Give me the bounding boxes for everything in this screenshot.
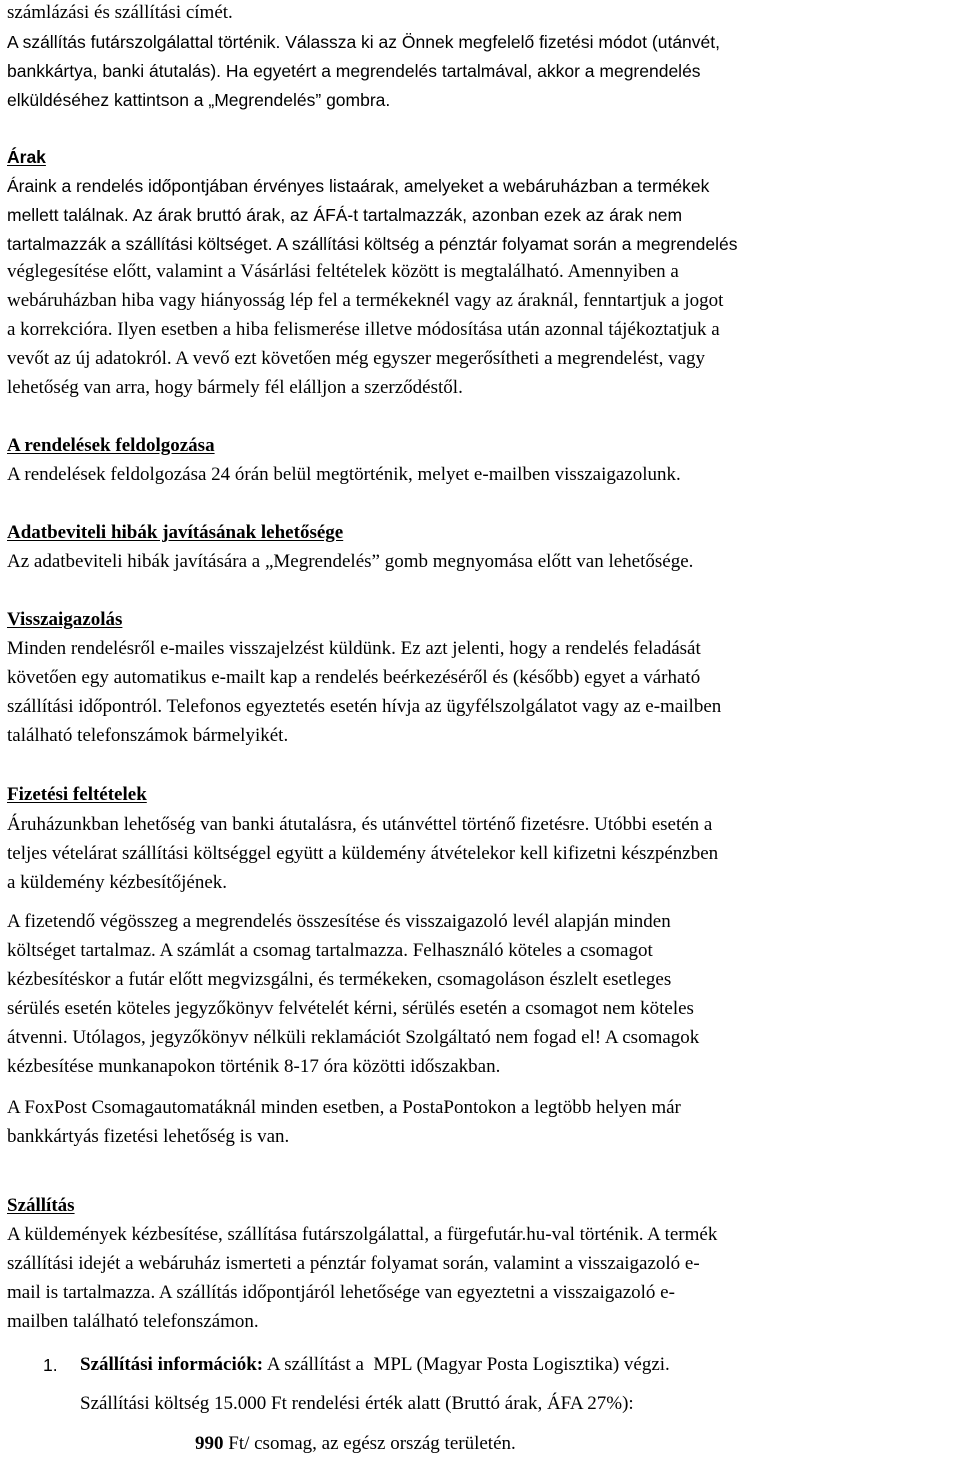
paragraph-line: költséget tartalmaz. A számlát a csomag tartalmazza. Felhasználó köteles a csomagot [7,940,653,961]
list-number: 1. [43,1355,58,1375]
paragraph-line: Minden rendelésről e-mailes visszajelzést küldünk. Ez azt jelenti, hogy a rendelés feladását [7,638,701,659]
paragraph-line: mail is tartalmazza. A szállítás időpontjáról lehetősége van egyeztetni a visszaigazoló e- [7,1282,675,1303]
paragraph-line: mailben található telefonszámon. [7,1311,259,1332]
intro-line: számlázási és szállítási címét. [7,2,233,23]
shipping-info-line [80,1353,670,1377]
shipping-price-line [195,1432,516,1456]
section-heading-arak: Árak [7,147,46,167]
paragraph-line: bankkártyás fizetési lehetőség is van. [7,1126,290,1147]
paragraph-line: teljes vételárat szállítási költséggel együtt a küldemény átvételekor kell kifizetni készpénzben [7,843,719,864]
section-heading-szallitas: Szállítás [7,1195,75,1216]
shipping-price-amount: 990 [195,1433,224,1454]
paragraph-line: mellett találnak. Az árak bruttó árak, az ÁFÁ-t tartalmazzák, azonban ezek az árak nem [7,205,683,225]
shipping-price-text: Ft/ csomag, az egész ország területén. [223,1433,516,1454]
shipping-info-label: Szállítási információk: [80,1354,264,1375]
section-heading-visszaigazolas: Visszaigazolás [7,609,123,630]
paragraph-line: szállítási idejét a webáruház ismerteti a pénztár folyamat során, valamint a visszaigazoló e- [7,1253,700,1274]
paragraph-line: A FoxPost Csomagautomatáknál minden esetben, a PostaPontokon a legtöbb helyen már [7,1097,681,1118]
paragraph-line: szállítási időpontról. Telefonos egyeztetés esetén hívja az ügyfélszolgálatot vagy az e-mailben [7,696,722,717]
paragraph-line: vevőt az új adatokról. A vevő ezt követően még egyszer megerősítheti a megrendelést, vagy [7,348,706,369]
paragraph-line: A küldemények kézbesítése, szállítása futárszolgálattal, a fürgefutár.hu-val történik. A termék [7,1224,718,1245]
paragraph-line: A fizetendő végösszeg a megrendelés összesítése és visszaigazoló levél alapján minden [7,911,671,932]
paragraph-line: Áraink a rendelés időpontjában érvényes listaárak, amelyeket a webáruházban a termékek [7,176,710,196]
paragraph-line: követően egy automatikus e-mailt kap a rendelés beérkezéséről és (később) egyet a várható [7,667,701,688]
paragraph-line: webáruházban hiba vagy hiányosság lép fel a termékeknél vagy az áraknál, fenntartjuk a jogot [7,290,724,311]
paragraph-line: tartalmazzák a szállítási költséget. A szállítási költség a pénztár folyamat során a megrendelés [7,234,738,254]
paragraph-line: A rendelések feldolgozása 24 órán belül megtörténik, melyet e-mailben visszaigazolunk. [7,464,681,485]
section-heading-adatbeviteli: Adatbeviteli hibák javításának lehetősége [7,522,344,543]
paragraph-line: kézbesítéskor a futár előtt megvizsgálni, és termékeken, csomagoláson észlelt esetleges [7,969,672,990]
shipping-info-text: A szállítást a MPL (Magyar Posta Logisztika) végzi. [263,1354,670,1375]
section-heading-fizetesi: Fizetési feltételek [7,784,147,805]
shipping-cost-line: Szállítási költség 15.000 Ft rendelési érték alatt (Bruttó árak, ÁFA 27%): [80,1393,634,1414]
intro-line: elküldéséhez kattintson a „Megrendelés” gombra. [7,90,391,110]
paragraph-line: átvenni. Utólagos, jegyzőkönyv nélküli reklamációt Szolgáltató nem fogad el! A csomagok [7,1027,700,1048]
section-heading-feldolgozas: A rendelések feldolgozása [7,435,215,456]
paragraph-line: a korrekcióra. Ilyen esetben a hiba felismerése illetve módosítása után azonnal tájékoztatjuk a [7,319,720,340]
paragraph-line: található telefonszámok bármelyikét. [7,725,289,746]
intro-line: A szállítás futárszolgálattal történik. Válassza ki az Önnek megfelelő fizetési módot (utánvét, [7,32,720,52]
paragraph-line: véglegesítése előtt, valamint a Vásárlási feltételek között is megtalálható. Amennyiben a [7,261,679,282]
paragraph-line: lehetőség van arra, hogy bármely fél elálljon a szerződéstől. [7,377,463,398]
paragraph-line: Áruházunkban lehetőség van banki átutalásra, és utánvéttel történő fizetésre. Utóbbi esetén a [7,814,713,835]
intro-line: bankkártya, banki átutalás). Ha egyetért a megrendelés tartalmával, akkor a megrendelés [7,61,701,81]
paragraph-line: Az adatbeviteli hibák javítására a „Megrendelés” gomb megnyomása előtt van lehetősége. [7,551,694,572]
paragraph-line: kézbesítése munkanapokon történik 8-17 óra közötti időszakban. [7,1056,501,1077]
paragraph-line: sérülés esetén köteles jegyzőkönyv felvételét kérni, sérülés esetén a csomagot nem köteles [7,998,694,1019]
paragraph-line: a küldemény kézbesítőjének. [7,872,228,893]
